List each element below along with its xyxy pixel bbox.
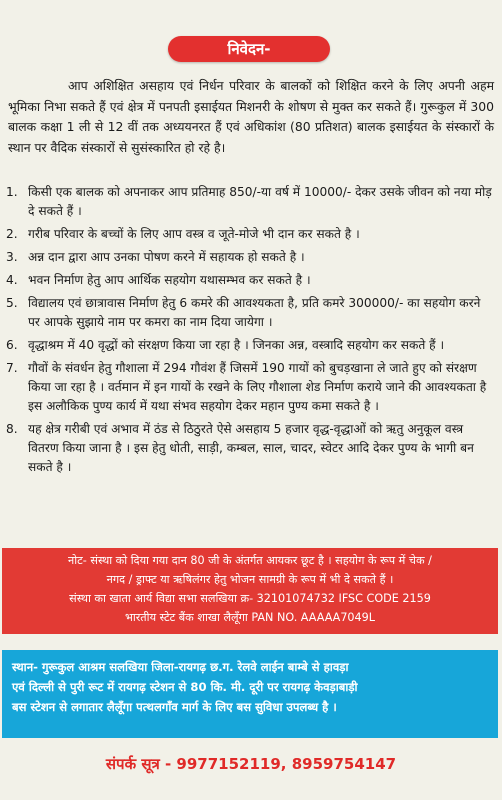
list-item-number: 4. (6, 273, 18, 287)
note-line-4: भारतीय स्टेट बैंक शाखा लैलूँगा PAN NO. AAAAA7049L (124, 611, 376, 624)
page-title: निवेदन- (168, 36, 330, 62)
appeal-list (6, 183, 496, 481)
contact-line: संपर्क सूत्र - 9977152119, 8959754147 (105, 755, 397, 773)
location-line-2: एवं दिल्ली से पुरी रूट में रायगढ़ स्टेशन से 80 कि. मी. दूरी पर रायगढ़ केवड़ाबाड़ी (12, 680, 358, 694)
list-item (6, 183, 496, 221)
list-item-number: 5. (6, 296, 18, 310)
note-box (2, 548, 498, 634)
list-item-number: 3. (6, 250, 18, 264)
list-item (6, 336, 496, 355)
location-line-1: स्थान- गुरूकुल आश्रम सलखिया जिला-रायगढ़ छ.ग. रेलवे लाईन बाम्बे से हावड़ा (12, 660, 349, 674)
list-item (6, 248, 496, 267)
list-item-text: वृद्धाश्रम में 40 वृद्धों को संरक्षण किया जा रहा है । जिनका अन्न, वस्त्रादि सहयोग कर सकते हैं । (28, 338, 445, 352)
note-line-3: संस्था का खाता आर्य विद्या सभा सलखिया क्र- 32101074732 IFSC CODE 2159 (69, 592, 431, 605)
list-item-number: 6. (6, 338, 18, 352)
location-box (2, 650, 498, 738)
location-line-3: बस स्टेशन से लगातार लैलूँगा पत्थलगाँव मार्ग के लिए बस सुविधा उपलब्ध है । (12, 700, 337, 714)
note-line-2: नगद / ड्राफ्ट या ऋषिलंगर हेतु भोजन सामग्री के रूप में भी दे सकते हैं । (106, 573, 394, 586)
list-item-text: अन्न दान द्वारा आप उनका पोषण करने में सहायक हो सकते है । (28, 250, 305, 264)
note-line-1: नोट- संस्था को दिया गया दान 80 जी के अंतर्गत आयकर छूट है । सहयोग के रूप में चेक / (68, 554, 432, 567)
list-item-text: गौवों के संवर्धन हेतु गौशाला में 294 गौवंश हैं जिसमें 190 गायों को बुचड़खाना ले जाते हुए को संरक्षण किया जा रहा है । वर्तमान में इन गायों के रखने के लिए गौशाला शेड निर्माण कराये जाने की आवश्यकता है इस अलौकिक पुण्य कार्य में यथा संभव सहयोग देकर महान पुण्य कमा सकते है । (28, 361, 487, 413)
list-item-text: विद्यालय एवं छात्रावास निर्माण हेतु 6 कमरे की आवश्यकता है, प्रति कमरे 300000/- का सहयोग करने पर आपके सुझाये नाम पर कमरा का नाम दिया जायेगा । (28, 296, 481, 329)
list-item-text: भवन निर्माण हेतु आप आर्थिक सहयोग यथासम्भव कर सकते है । (28, 273, 311, 287)
list-item (6, 225, 496, 244)
list-item (6, 271, 496, 290)
list-item (6, 420, 496, 477)
list-item-number: 2. (6, 227, 18, 241)
list-item-number: 1. (6, 185, 18, 199)
list-item-number: 8. (6, 422, 18, 436)
list-item (6, 359, 496, 416)
list-item-number: 7. (6, 361, 18, 375)
list-item-text: यह क्षेत्र गरीबी एवं अभाव में ठंड से ठिठुरते ऐसे असहाय 5 हजार वृद्ध-वृद्धाओं को ऋतु अनुकूल वस्त्र वितरण किया जाना है । इस हेतु धोती, साड़ी, कम्बल, साल, चादर, स्वेटर आदि देकर पुण्य के भागी बन सकते है । (28, 422, 474, 474)
list-item-text: किसी एक बालक को अपनाकर आप प्रतिमाह 850/-या वर्ष में 10000/- देकर उसके जीवन को नया मोड़ दे सकते हैं । (28, 185, 492, 218)
list-item-text: गरीब परिवार के बच्चों के लिए आप वस्त्र व जूते-मोजे भी दान कर सकते है । (28, 227, 360, 241)
list-item (6, 294, 496, 332)
intro-paragraph: आप अशिक्षित असहाय एवं निर्धन परिवार के बालकों को शिक्षित करने के लिए अपनी अहम भूमिका निभा सकते हैं एवं क्षेत्र में पनपती इसाईयत मिशनरी के शोषण से मुक्त कर सकते हैं। गुरूकुल में 300 बालक कक्षा 1 ली से 12 वीं तक अध्ययनरत हैं एवं अधिकांश (80 प्रतिशत) बालक इसाईयत के संस्कारों के स्थान पर वैदिक संस्कारों से सुसंस्कारित हो रहे है। (8, 78, 494, 155)
